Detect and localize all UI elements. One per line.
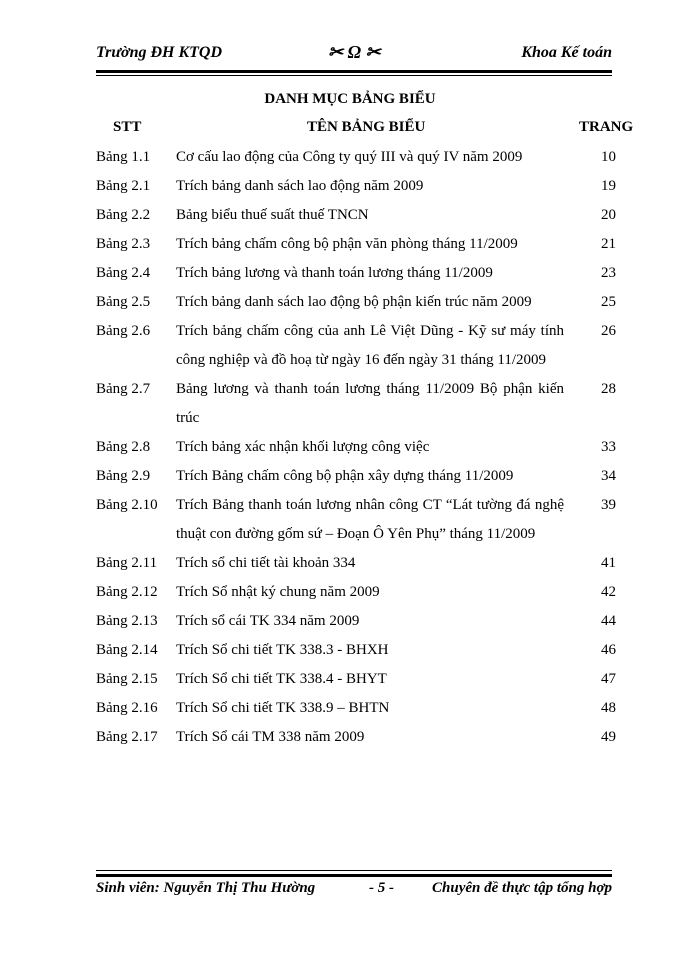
table-page: 20 <box>601 207 616 223</box>
table-page: 34 <box>601 468 616 484</box>
table-page: 10 <box>601 149 616 165</box>
table-title: Trích bảng xác nhận khối lượng công việc <box>176 439 430 455</box>
table-number: Bảng 2.17 <box>96 729 158 745</box>
table-page: 26 <box>601 323 616 339</box>
list-item <box>96 665 616 694</box>
table-page: 47 <box>601 671 616 687</box>
table-title: Trích Sổ cái TM 338 năm 2009 <box>176 729 365 745</box>
page-header <box>96 44 612 66</box>
list-item <box>96 607 616 636</box>
column-header-page: TRANG <box>579 119 634 135</box>
list-item <box>96 259 616 288</box>
table-number: Bảng 2.7 <box>96 381 151 397</box>
table-number: Bảng 2.16 <box>96 700 158 716</box>
footer-rule-thick <box>96 874 612 877</box>
table-page: 49 <box>601 729 616 745</box>
student-name: Sinh viên: Nguyễn Thị Thu Hường <box>96 880 316 896</box>
table-page: 23 <box>601 265 616 281</box>
page-footer <box>96 880 612 902</box>
page-title: DANH MỤC BẢNG BIỂU <box>264 91 436 107</box>
header-rule-thick <box>96 70 612 73</box>
footer-rule-thin <box>96 870 612 871</box>
table-number: Bảng 2.5 <box>96 294 151 310</box>
table-title: Trích Sổ nhật ký chung năm 2009 <box>176 584 380 600</box>
list-item <box>96 549 616 578</box>
table-number: Bảng 2.11 <box>96 555 158 571</box>
table-number: Bảng 1.1 <box>96 149 151 165</box>
table-page: 41 <box>601 555 616 571</box>
table-page: 39 <box>601 497 616 513</box>
table-number: Bảng 2.12 <box>96 584 158 600</box>
table-page: 48 <box>601 700 616 716</box>
table-page: 42 <box>601 584 616 600</box>
report-topic: Chuyên đề thực tập tổng hợp <box>432 880 612 896</box>
list-item <box>96 723 616 752</box>
list-item <box>96 143 616 172</box>
table-title: Trích Sổ chi tiết TK 338.4 - BHYT <box>176 671 387 687</box>
table-number: Bảng 2.3 <box>96 236 151 252</box>
table-number: Bảng 2.1 <box>96 178 151 194</box>
table-number: Bảng 2.4 <box>96 265 151 281</box>
university-name: Trường ĐH KTQD <box>96 44 223 61</box>
table-page: 33 <box>601 439 616 455</box>
table-title: Trích Bảng chấm công bộ phận xây dựng tháng 11/2009 <box>176 468 514 484</box>
list-item <box>96 230 616 259</box>
table-title: Trích Sổ chi tiết TK 338.3 - BHXH <box>176 642 389 658</box>
table-page: 21 <box>601 236 616 252</box>
table-title: Cơ cấu lao động của Công ty quý III và quý IV năm 2009 <box>176 149 523 165</box>
table-list <box>96 143 616 752</box>
table-title: Trích sổ chi tiết tài khoản 334 <box>176 555 356 571</box>
list-item <box>96 694 616 723</box>
list-item <box>96 317 616 375</box>
table-page: 28 <box>601 381 616 397</box>
list-item <box>96 491 616 549</box>
table-number: Bảng 2.2 <box>96 207 151 223</box>
table-number: Bảng 2.10 <box>96 497 158 513</box>
faculty-name: Khoa Kế toán <box>521 44 612 61</box>
table-number: Bảng 2.8 <box>96 439 151 455</box>
table-page: 25 <box>601 294 616 310</box>
table-page: 19 <box>601 178 616 194</box>
table-title: Trích bảng danh sách lao động năm 2009 <box>176 178 424 194</box>
table-number: Bảng 2.15 <box>96 671 158 687</box>
table-number: Bảng 2.14 <box>96 642 158 658</box>
header-logo-icon: ✂ Ω ✂ <box>328 42 381 62</box>
list-item <box>96 288 616 317</box>
page-number: - 5 - <box>369 880 394 896</box>
list-item <box>96 201 616 230</box>
table-title: Trích Sổ chi tiết TK 338.9 – BHTN <box>176 700 390 716</box>
list-item <box>96 636 616 665</box>
table-title: Trích bảng danh sách lao động bộ phận kiến trúc năm 2009 <box>176 294 532 310</box>
table-number: Bảng 2.9 <box>96 468 151 484</box>
table-title: Trích bảng lương và thanh toán lương tháng 11/2009 <box>176 265 493 281</box>
table-title: Trích bảng chấm công của anh Lê Việt Dũng - Kỹ sư máy tính công nghiệp và đồ hoạ từ ngày 16 đến ngày 31 tháng 11/2009 <box>176 323 564 368</box>
table-page: 44 <box>601 613 616 629</box>
table-title: Trích Bảng thanh toán lương nhân công CT “Lát tường đá nghệ thuật con đường gốm sứ – Đoạn Ô Yên Phụ” tháng 11/2009 <box>176 497 564 542</box>
table-title: Bảng lương và thanh toán lương tháng 11/2009 Bộ phận kiến trúc <box>176 381 564 426</box>
list-item <box>96 433 616 462</box>
table-title: Trích bảng chấm công bộ phận văn phòng tháng 11/2009 <box>176 236 518 252</box>
list-item <box>96 578 616 607</box>
list-item <box>96 462 616 491</box>
table-page: 46 <box>601 642 616 658</box>
table-title: Trích sổ cái TK 334 năm 2009 <box>176 613 360 629</box>
table-number: Bảng 2.13 <box>96 613 158 629</box>
column-header-name: TÊN BẢNG BIỂU <box>307 119 426 135</box>
column-header-stt: STT <box>113 119 142 135</box>
table-title: Bảng biểu thuế suất thuế TNCN <box>176 207 369 223</box>
list-item <box>96 172 616 201</box>
header-rule-thin <box>96 75 612 76</box>
table-number: Bảng 2.6 <box>96 323 151 339</box>
list-item <box>96 375 616 433</box>
